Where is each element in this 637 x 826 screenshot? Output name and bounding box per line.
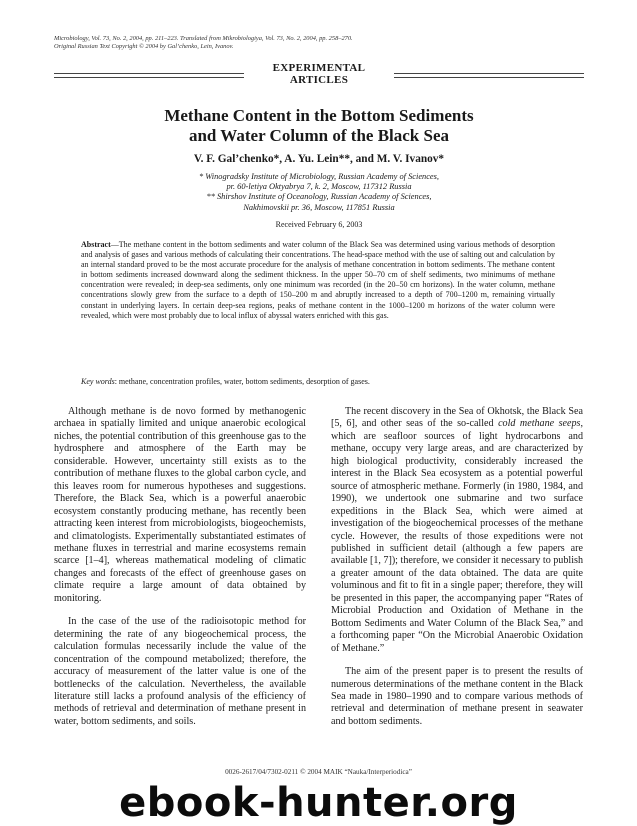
article-title-line-2: and Water Column of the Black Sea xyxy=(188,126,450,145)
body-text: , which are seafloor sources of light hydrocarbons and methane, occupy very large areas, and are characterized by high biological productivity, considerably increased the interest in the Black Sea ecosystem as a potential powerful source of atmospheric methane. Formerly (in 1980, 1984, and 1990), we undertook one submarine and two surface expeditions in the Black Sea, which were aimed at investigation of the biogeochemical processes of the methane cycle. However, the results of those expeditions were not published in sufficient detail (although a few papers are available [1, 7]); therefore, we consider it necessary to publish a greater amount of the data obtained. The data are quite voluminous and fit to fit in a single paper; therefore, they will be presented in this paper, the accompanying paper “Rates of Microbial Production and Oxidation of Methane in the Bottom Sediments and Water Column of the Black Sea,” and a forthcoming paper “On the Microbial Anaerobic Oxidation of Methane.” xyxy=(331,418,584,654)
affiliation-line: pr. 60-letiya Oktyabrya 7, k. 2, Moscow, 117312 Russia xyxy=(226,182,412,192)
body-paragraph xyxy=(331,406,583,655)
affiliations xyxy=(54,172,584,213)
body-text: The recent discovery in the Sea of Okhotsk, the Black Sea [5, 6], and other seas of the so-called xyxy=(331,406,583,430)
article-title xyxy=(54,106,584,146)
body-paragraph: The aim of the present paper is to present the results of numerous determinations of the methane content in the Black Sea made in 1980–1990 and to compare various methods of retrieval and determination of methane present in seawater and bottom sediments. xyxy=(331,666,583,727)
abstract-text: —The methane content in the bottom sediments and water column of the Black Sea was determined using various methods of desorption and analysis of gases and various methods of calculating their concentrations. The head-space method with the use of salting out and calculation by an internal standard proved to be the most accurate procedure for the analysis of methane concentration in bottom sediments. The methane content in bottom sediments increased downward along the sediment thickness. In the upper 50–70 cm of shelf sediments, two minimums of methane concentration were revealed; in deep-sea sediments, only one minimum was recorded (in the 20–50 cm horizons). In the water column, methane concentrations slowly grew from the surface to a depth of 150–200 m and abruptly increased to a depth of 700–1200 m, remaining virtually constant in underlying layers. In certain deep-sea regions, peaks of methane content in the 1000–1200 m horizons of the water column were revealed, which were most probably due to local influx of abyssal waters enriched with this gas. xyxy=(81,240,555,320)
body-paragraph: Although methane is de novo formed by methanogenic archaea in spatially limited and unique anaerobic ecological niches, the potential contribution of this greenhouse gas to the hydrosphere and atmosphere of the Earth may be considerable. However, uncertainty still exists as to the contribution of methane fluxes to the global carbon cycle, and this leaves room for numerous hypotheses and suggestions. Therefore, the Black Sea, which is a powerful anaerobic ecosystem constantly producing methane, has recently been attracting keen interest from microbiologists, biogeochemists, and climatologists. Experimentally substantiated estimates of methane fluxes in terrestrial and marine ecosystems remain scarce [1–4], whereas mathematical modeling of climatic changes and forecasts of the effect of greenhouse gases on climate require a large amount of data obtained by monitoring. xyxy=(54,406,306,604)
section-label-line-2: ARTICLES xyxy=(289,74,349,86)
author-list: V. F. Gal’chenko*, A. Yu. Lein**, and M. V. Ivanov* xyxy=(193,153,445,165)
body-emphasis: cold methane seeps xyxy=(498,418,581,430)
affiliation-line: ** Shirshov Institute of Oceanology, Russian Academy of Sciences, xyxy=(206,192,432,202)
section-heading xyxy=(54,62,584,88)
body-column-left xyxy=(54,406,306,739)
received-date: Received February 6, 2003 xyxy=(275,220,363,229)
abstract xyxy=(81,240,555,321)
watermark: ebook-hunter.org xyxy=(119,780,518,826)
journal-header xyxy=(54,35,353,51)
journal-header-line-1: Microbiology, Vol. 73, No. 2, 2004, pp. 211–223. Translated from Mikrobiologiya, Vol. 73, No. 2, 2004, pp. 258–270. xyxy=(54,35,353,42)
section-label-line-1: EXPERIMENTAL xyxy=(272,62,366,74)
affiliation-line: Nakhimovskii pr. 36, Moscow, 117851 Russia xyxy=(243,202,395,212)
body-column-right xyxy=(331,406,583,739)
copyright-footer: 0026-2617/04/7302-0211 © 2004 MAIK “Nauka/Interperiodica” xyxy=(225,768,412,776)
affiliation-line: * Winogradsky Institute of Microbiology, Russian Academy of Sciences, xyxy=(198,172,440,181)
keywords-label: Key words xyxy=(81,377,115,386)
abstract-label: Abstract xyxy=(81,240,111,249)
journal-header-line-2: Original Russian Text Copyright © 2004 by Gal’chenko, Lein, Ivanov. xyxy=(54,43,234,50)
article-title-line-1: Methane Content in the Bottom Sediments xyxy=(164,106,474,125)
body-paragraph: In the case of the use of the radioisotopic method for determining the rate of any biogeochemical process, the calculation formulas necessarily include the value of the concentration of the compound metabolized; therefore, the accuracy of measurement of the latter value is one of the bottlenecks of the calculation. Nevertheless, the available literature still lacks a profound analysis of the efficiency of methods of retrieval and determination of methane present in water, bottom sediments, and soils. xyxy=(54,616,306,727)
keywords xyxy=(81,377,555,387)
keywords-text: : methane, concentration profiles, water, bottom sediments, desorption of gases. xyxy=(114,377,370,386)
